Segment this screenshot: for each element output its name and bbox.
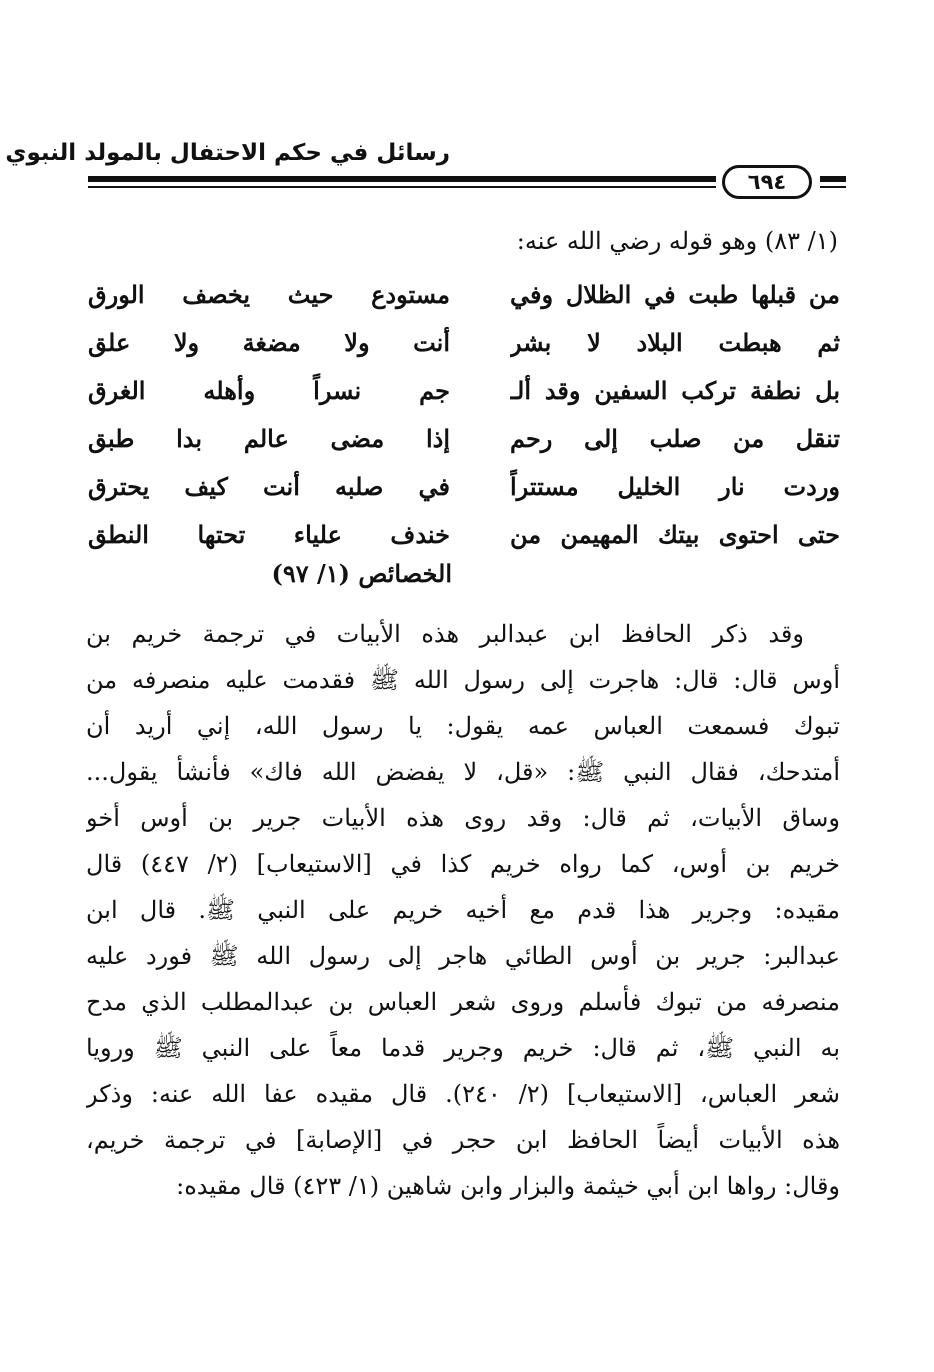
page-number: ٦٩٤ [722, 165, 812, 199]
poem-verse [88, 324, 840, 372]
poem-verse [88, 420, 840, 468]
verse-second-hemistich: مستودع حيث يخصف الورق [88, 280, 450, 309]
paragraph-line: وقد ذكر الحافظ ابن عبدالبر هذه الأبيات في ترجمة خريم بن [86, 620, 804, 648]
paragraph-line: وساق الأبيات، ثم قال: وقد روى هذه الأبيات جرير بن أوس أخو [86, 804, 840, 832]
header-rule-thin [88, 186, 716, 188]
paragraph-line: عبدالبر: جرير بن أوس الطائي هاجر إلى رسول الله ﷺ فورد عليه [86, 942, 840, 970]
verse-second-hemistich: خندف علياء تحتها النطق [88, 520, 450, 549]
header-rule-thick-right [820, 176, 846, 182]
verse-second-hemistich: أنت ولا مضغة ولا علق [88, 328, 450, 357]
poem-verse [88, 372, 840, 420]
header-rule-thin-right [820, 186, 846, 188]
verse-second-hemistich: إذا مضى عالم بدا طبق [88, 424, 450, 453]
paragraph-line: خريم بن أوس، كما رواه خريم كذا في [الاستيعاب] (٢/ ٤٤٧) قال [86, 850, 840, 878]
paragraph-line: به النبي ﷺ، ثم قال: خريم وجرير قدما معاً على النبي ﷺ ورويا [86, 1034, 840, 1062]
citation-line: (١/ ٨٣) وهو قوله رضي الله عنه: [516, 227, 838, 255]
poem-verse [88, 276, 840, 324]
paragraph-line: أمتدحك، فقال النبي ﷺ: «قل، لا يفضض الله فاك» فأنشأ يقول... [86, 758, 840, 786]
paragraph-line: منصرفه من تبوك فأسلم وروى شعر العباس بن عبدالمطلب الذي مدح [86, 988, 840, 1016]
paragraph-line: شعر العباس، [الاستيعاب] (٢/ ٢٤٠). قال مقيده عفا الله عنه: وذكر [86, 1080, 840, 1108]
header-rule-thick [88, 176, 716, 182]
poem [88, 276, 840, 564]
verse-second-hemistich: في صلبه أنت كيف يحترق [88, 472, 450, 501]
running-title: رسائل في حكم الاحتفال بالمولد النبوي [5, 140, 450, 166]
paragraph-line: أوس قال: قال: هاجرت إلى رسول الله ﷺ فقدمت عليه منصرفه من [86, 666, 840, 694]
verse-first-hemistich: من قبلها طبت في الظلال وفي [510, 280, 840, 309]
poem-verse [88, 468, 840, 516]
verse-first-hemistich: بل نطفة تركب السفين وقد ألـ [510, 376, 840, 405]
verse-second-hemistich: جم نسراً وأهله الغرق [88, 376, 450, 405]
paragraph-line: تبوك فسمعت العباس عمه يقول: يا رسول الله، إني أريد أن [86, 712, 840, 740]
paragraph-line: هذه الأبيات أيضاً الحافظ ابن حجر في [الإصابة] في ترجمة خريم، [86, 1126, 840, 1154]
body-paragraph [86, 612, 840, 1210]
poem-source-reference: الخصائص (١/ ٩٧) [271, 559, 452, 588]
verse-first-hemistich: حتى احتوى بيتك المهيمن من [510, 520, 840, 549]
verse-first-hemistich: ثم هبطت البلاد لا بشر [510, 328, 840, 357]
paragraph-line: وقال: رواها ابن أبي خيثمة والبزار وابن شاهين (١/ ٤٢٣) قال مقيده: [176, 1172, 840, 1200]
verse-first-hemistich: تنقل من صلب إلى رحم [510, 424, 840, 453]
verse-first-hemistich: وردت نار الخليل مستتراً [510, 472, 840, 501]
paragraph-line: مقيده: وجرير هذا قدم مع أخيه خريم على النبي ﷺ. قال ابن [86, 896, 840, 924]
